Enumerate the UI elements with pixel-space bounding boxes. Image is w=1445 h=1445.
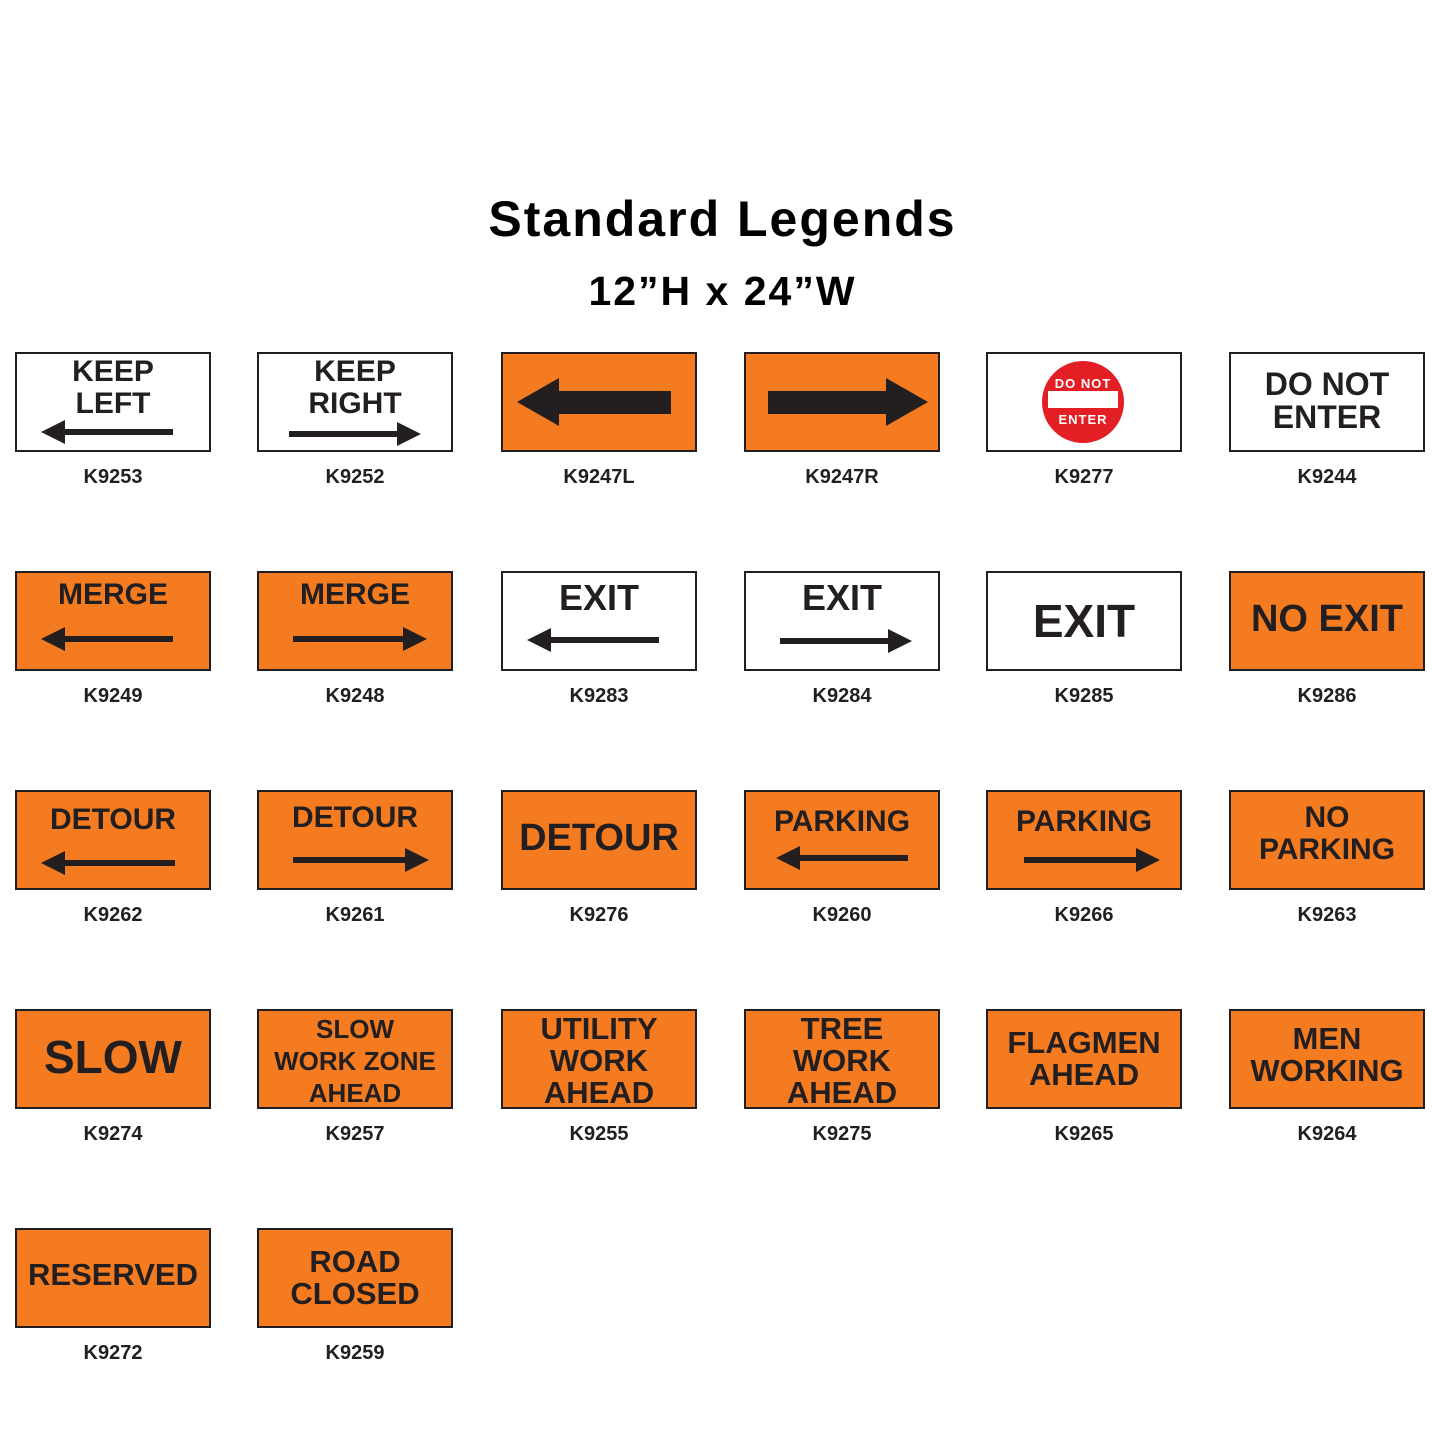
sign-item [15, 1009, 211, 1159]
sign-legend-line: DETOUR [291, 801, 419, 834]
sign-legend-line: LEFT [75, 387, 151, 420]
sign-legend-line: ENTER [1272, 399, 1382, 435]
sign-code: K9265 [1054, 1123, 1114, 1145]
sign-item [15, 352, 211, 502]
sign-panel [257, 571, 453, 671]
sign-legend [1231, 597, 1423, 641]
sign-legend-line: PARKING [1258, 833, 1396, 866]
right-arrow-icon [746, 573, 938, 669]
sign-panel [15, 1009, 211, 1109]
sign-item [257, 790, 453, 940]
sign-code: K9252 [325, 466, 385, 488]
sign-panel [257, 790, 453, 890]
right-arrow-icon [259, 792, 451, 888]
sign-panel [501, 790, 697, 890]
left-arrow-icon [746, 792, 938, 888]
arrow-shape [780, 629, 912, 653]
sign-legend-line: AHEAD [786, 1075, 898, 1109]
sign-legend-line: WORK ZONE [274, 1046, 436, 1076]
sign-panel [986, 1009, 1182, 1109]
sign-panel [1229, 790, 1425, 890]
sign-legend [259, 1246, 451, 1310]
sign-item [1229, 1009, 1425, 1159]
sign-code: K9247L [563, 466, 635, 488]
arrow-shape [517, 378, 671, 426]
sign-item [257, 1228, 453, 1378]
sign-code: K9264 [1297, 1123, 1357, 1145]
sign-code: K9261 [325, 904, 385, 926]
sign-panel [744, 790, 940, 890]
sign-panel [501, 1009, 697, 1109]
right-arrow-icon [259, 354, 451, 450]
sign-code: K9283 [569, 685, 629, 707]
arrow-shape [293, 627, 427, 651]
sign-code: K9284 [812, 685, 872, 707]
sign-item [15, 790, 211, 940]
sign-item [501, 571, 697, 721]
sign-panel [986, 352, 1182, 452]
sign-legend [17, 1258, 209, 1292]
sign-legend-line: RIGHT [308, 387, 402, 420]
right-arrow-icon [259, 573, 451, 669]
sign-code: K9274 [83, 1123, 143, 1145]
sign-legend-line: DETOUR [519, 817, 679, 859]
sign-legend-line: MERGE [57, 578, 168, 611]
sign-legend-line: NO EXIT [1250, 598, 1404, 640]
sign-panel [501, 571, 697, 671]
big-left-arrow-icon [503, 354, 695, 450]
left-arrow-icon [17, 573, 209, 669]
sign-code: K9266 [1054, 904, 1114, 926]
sign-code: K9276 [569, 904, 629, 926]
sign-item [15, 571, 211, 721]
sign-legend-line: SLOW [316, 1014, 394, 1044]
sign-panel [1229, 352, 1425, 452]
sign-legend-line: PARKING [773, 805, 911, 838]
sign-legend [259, 1013, 451, 1109]
sign-item [501, 1009, 697, 1159]
arrow-shape [289, 422, 421, 446]
sign-legend [1231, 802, 1423, 866]
arrow-shape [41, 851, 175, 875]
sign-item [501, 352, 697, 502]
sign-panel [15, 790, 211, 890]
sign-code: K9262 [83, 904, 143, 926]
sign-code: K9244 [1297, 466, 1357, 488]
sign-panel [257, 1009, 453, 1109]
sign-legend-line: DO NOT [1264, 366, 1390, 402]
sign-panel [15, 352, 211, 452]
sign-item [257, 1009, 453, 1159]
sign-legend [503, 1013, 695, 1109]
sign-item [257, 352, 453, 502]
sign-item [744, 790, 940, 940]
arrow-shape [1024, 848, 1160, 872]
sign-panel [986, 571, 1182, 671]
arrow-shape [527, 628, 659, 652]
sign-code: K9257 [325, 1123, 385, 1145]
sign-legend [746, 1013, 938, 1109]
sign-code: K9285 [1054, 685, 1114, 707]
sign-panel [257, 1228, 453, 1328]
sign-code: K9263 [1297, 904, 1357, 926]
do-not-enter-top-text: DO NOT [1054, 376, 1112, 391]
sign-item [986, 352, 1182, 502]
sign-legend-line: PARKING [1015, 805, 1153, 838]
sign-item [744, 1009, 940, 1159]
sign-panel [986, 790, 1182, 890]
sign-panel [1229, 1009, 1425, 1109]
sign-panel [744, 571, 940, 671]
arrow-shape [41, 420, 173, 444]
sign-legend [17, 1031, 209, 1083]
sign-code: K9272 [83, 1342, 143, 1364]
sign-code: K9248 [325, 685, 385, 707]
sign-code: K9255 [569, 1123, 629, 1145]
sign-panel [15, 1228, 211, 1328]
right-arrow-icon [988, 792, 1180, 888]
sign-item [986, 571, 1182, 721]
sign-code: K9249 [83, 685, 143, 707]
left-arrow-icon [503, 573, 695, 669]
sign-item [1229, 790, 1425, 940]
page-title: Standard Legends [488, 191, 957, 247]
page-subtitle: 12”H x 24”W [588, 268, 857, 314]
sign-panel [744, 1009, 940, 1109]
sign-legend-line: DETOUR [49, 803, 177, 836]
sign-legend-line: NO [1304, 801, 1350, 834]
sign-legend-line: WORKING [1250, 1053, 1404, 1088]
sign-legend-line: WORK [792, 1043, 892, 1078]
sign-code: K9277 [1054, 466, 1114, 488]
sign-legend-line: EXIT [1032, 595, 1136, 647]
arrow-shape [293, 848, 429, 872]
sign-panel [1229, 571, 1425, 671]
sign-panel [501, 352, 697, 452]
sign-legend-line: AHEAD [308, 1078, 402, 1108]
sign-legend [988, 1027, 1180, 1091]
big-right-arrow-icon [746, 354, 938, 450]
sign-panel [744, 352, 940, 452]
sign-legend-line: CLOSED [290, 1276, 420, 1311]
sign-code: K9247R [805, 466, 879, 488]
arrow-shape [768, 378, 928, 426]
sign-legend-line: KEEP [314, 355, 396, 388]
left-arrow-icon [17, 792, 209, 888]
sign-legend-line: FLAGMEN [1007, 1025, 1161, 1060]
sign-legend-line: UTILITY [540, 1011, 658, 1046]
sign-item [986, 1009, 1182, 1159]
sign-code: K9259 [325, 1342, 385, 1364]
sign-item [744, 352, 940, 502]
sign-legend-line: KEEP [72, 355, 154, 388]
sign-legend-line: AHEAD [543, 1075, 655, 1109]
sign-panel [257, 352, 453, 452]
sign-legend-line: RESERVED [28, 1257, 198, 1292]
sign-code: K9260 [812, 904, 872, 926]
sign-legend [988, 595, 1180, 647]
sign-legend [1231, 368, 1423, 434]
left-arrow-icon [17, 354, 209, 450]
sign-legend-line: EXIT [801, 577, 882, 618]
sign-legend-line: EXIT [558, 577, 639, 618]
sign-item [15, 1228, 211, 1378]
sign-panel [15, 571, 211, 671]
sign-item [257, 571, 453, 721]
do-not-enter-bar [1048, 391, 1118, 408]
sign-code: K9275 [812, 1123, 872, 1145]
do-not-enter-bottom-text: ENTER [1058, 412, 1108, 427]
arrow-shape [41, 627, 173, 651]
sign-item [1229, 571, 1425, 721]
sign-legend-line: TREE [800, 1011, 884, 1046]
sign-legend-line: AHEAD [1028, 1057, 1140, 1092]
sign-legend-line: MERGE [299, 578, 410, 611]
sign-legend-line: SLOW [44, 1031, 182, 1083]
sign-legend [1231, 1023, 1423, 1087]
sign-legend-line: WORK [549, 1043, 649, 1078]
sign-legend-line: MEN [1292, 1021, 1362, 1056]
sign-legend-line: ROAD [309, 1244, 401, 1279]
sign-item [1229, 352, 1425, 502]
sign-legend [503, 816, 695, 860]
sign-item [501, 790, 697, 940]
sign-code: K9253 [83, 466, 143, 488]
sign-item [744, 571, 940, 721]
arrow-shape [776, 846, 908, 870]
do-not-enter-icon [1042, 361, 1124, 443]
sign-item [986, 790, 1182, 940]
sign-code: K9286 [1297, 685, 1357, 707]
